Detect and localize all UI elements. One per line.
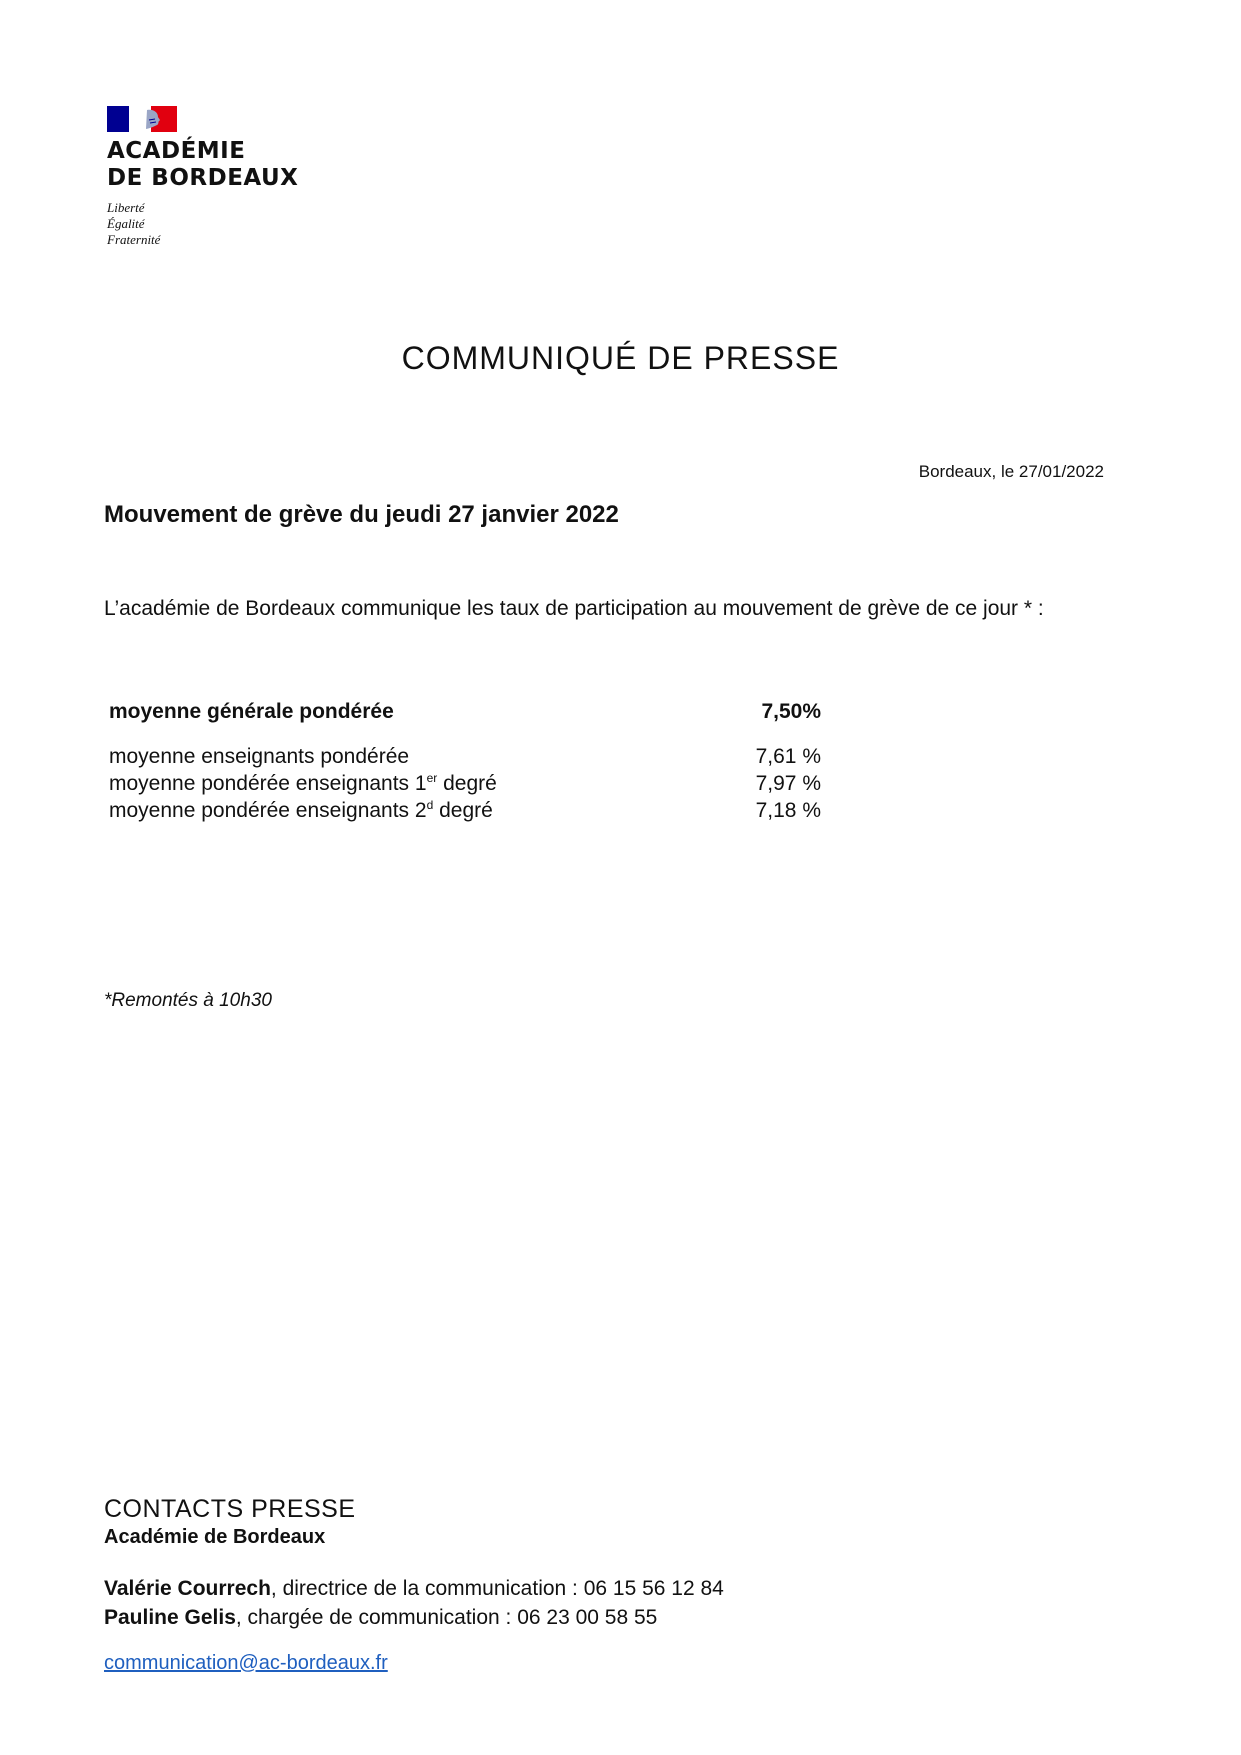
motto-fraternite: Fraternité: [107, 232, 161, 247]
intro-paragraph: L’académie de Bordeaux communique les taux de participation au mouvement de grève de ce jour * :: [104, 597, 1044, 620]
stat-label-text: moyenne pondérée enseignants 1: [109, 772, 427, 795]
document-subject: Mouvement de grève du jeudi 27 janvier 2022: [104, 501, 619, 528]
stat-label-sup: d: [426, 798, 434, 812]
stat-label: [109, 770, 497, 797]
stat-label: [109, 797, 493, 824]
contact-details: , directrice de la communication : 06 15 56 12 84: [270, 1577, 724, 1600]
contact-email-link[interactable]: communication@ac-bordeaux.fr: [104, 1652, 388, 1674]
motto-egalite: Égalité: [107, 216, 145, 231]
stat-row-secondary: [109, 797, 821, 824]
press-contacts: [104, 1494, 1104, 1675]
stat-label-sup: er: [426, 771, 438, 785]
contact-person: [104, 1603, 1104, 1632]
logo-line-2: DE BORDEAUX: [107, 165, 299, 191]
marianne-profile-icon: [143, 108, 165, 130]
stat-label-suffix: degré: [433, 799, 493, 822]
stat-value: 7,61 %: [755, 745, 821, 768]
academy-logo: [107, 106, 298, 248]
stat-row-teachers: [109, 743, 821, 770]
logo-title: [107, 138, 298, 192]
stat-row-primary: [109, 770, 821, 797]
logo-line-1: ACADÉMIE: [107, 138, 246, 164]
stat-label: moyenne enseignants pondérée: [109, 745, 410, 768]
motto-liberte: Liberté: [107, 200, 145, 215]
stat-value: 7,18 %: [755, 799, 821, 822]
contact-name: Pauline Gelis: [104, 1606, 236, 1629]
stat-label: moyenne générale pondérée: [109, 700, 394, 723]
contact-details: , chargée de communication : 06 23 00 58 55: [235, 1606, 658, 1629]
contact-person: [104, 1574, 1104, 1603]
marianne-flag-icon: [107, 106, 177, 132]
contact-name: Valérie Courrech: [104, 1577, 271, 1600]
contacts-heading: CONTACTS PRESSE: [104, 1495, 356, 1523]
page-title: COMMUNIQUÉ DE PRESSE: [401, 340, 840, 376]
stat-label-suffix: degré: [437, 772, 497, 795]
stat-value: 7,97 %: [755, 772, 821, 795]
stat-row-general: [109, 698, 821, 725]
footnote: *Remontés à 10h30: [104, 990, 272, 1011]
stat-label-text: moyenne pondérée enseignants 2: [109, 799, 427, 822]
stat-value: 7,50%: [761, 700, 821, 723]
contacts-organization: Académie de Bordeaux: [104, 1526, 326, 1548]
participation-stats: [109, 698, 821, 824]
contact-list: [104, 1574, 1104, 1632]
document-date: Bordeaux, le 27/01/2022: [918, 462, 1104, 481]
republic-motto: [107, 200, 298, 248]
